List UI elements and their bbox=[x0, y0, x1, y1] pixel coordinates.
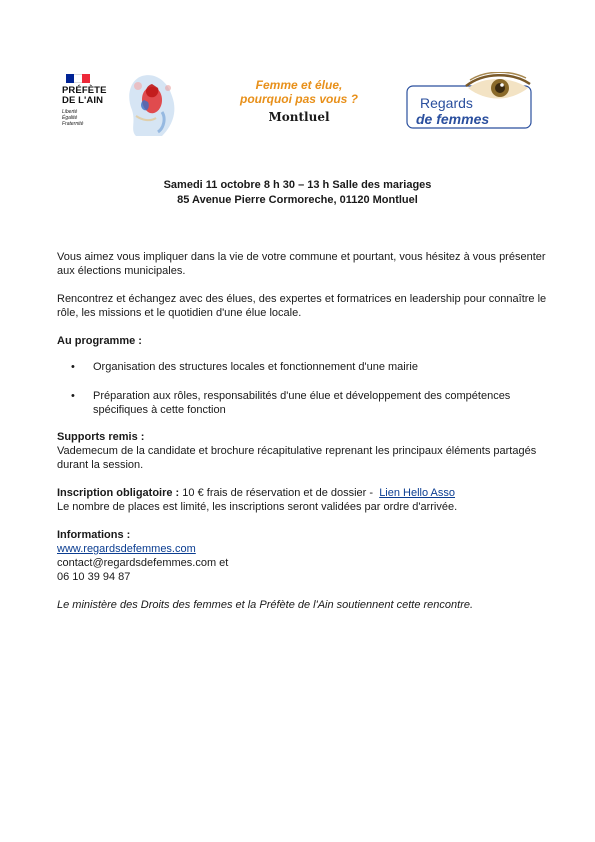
body-content bbox=[57, 250, 547, 612]
event-town: Montluel bbox=[268, 110, 330, 124]
program-item: • Préparation aux rôles, responsabilités d'une élue et développement des compétences spécifiques à cette fonction bbox=[57, 389, 547, 417]
program-item: • Organisation des structures locales et fonctionnement d'une mairie bbox=[57, 360, 547, 374]
event-address: 85 Avenue Pierre Cormoreche, 01120 Montluel bbox=[177, 194, 418, 206]
event-title bbox=[214, 78, 384, 124]
french-flag-icon bbox=[66, 74, 90, 83]
contact-phone: 06 10 39 94 87 bbox=[57, 571, 131, 583]
event-title-line1: Femme et élue, bbox=[255, 78, 343, 92]
meet-paragraph: Rencontrez et échangez avec des élues, des expertes et formatrices en leadership pour connaître le rôle, les missions et le quotidien d'une élue locale. bbox=[57, 293, 547, 319]
program-heading: Au programme : bbox=[57, 335, 142, 347]
inscription-line bbox=[57, 486, 547, 500]
inscription-heading: Inscription obligatoire : bbox=[57, 487, 180, 499]
event-details bbox=[0, 178, 595, 208]
places-text: Le nombre de places est limité, les inscriptions seront validées par ordre d'arrivée. bbox=[57, 501, 458, 513]
event-date-venue: Samedi 11 octobre 8 h 30 – 13 h Salle des mariages bbox=[163, 179, 432, 191]
supports-heading: Supports remis : bbox=[57, 431, 145, 443]
intro-paragraph: Vous aimez vous impliquer dans la vie de votre commune et pourtant, vous hésitez à vous présenter aux élections municipales. bbox=[57, 251, 546, 277]
hello-asso-link[interactable]: Lien Hello Asso bbox=[379, 487, 456, 499]
watercolor-illustration bbox=[122, 66, 184, 138]
inscription-text: 10 € frais de réservation et de dossier - bbox=[182, 487, 374, 499]
regards-de-femmes-logo bbox=[406, 72, 534, 130]
prefecture-motto: Liberté Égalité Fraternité bbox=[62, 109, 84, 127]
info-heading: Informations : bbox=[57, 529, 131, 541]
website-link[interactable]: www.regardsdefemmes.com bbox=[57, 543, 196, 555]
prefecture-name: PRÉFÈTE DE L'AIN bbox=[62, 85, 107, 106]
event-title-line2: pourquoi pas vous ? bbox=[239, 92, 358, 106]
program-list bbox=[57, 360, 547, 417]
logo-text-de-femmes: de femmes bbox=[416, 111, 490, 127]
contact-email: contact@regardsdefemmes.com et bbox=[57, 557, 229, 569]
logo-text-regards: Regards bbox=[420, 95, 473, 111]
prefecture-logo bbox=[62, 74, 122, 134]
closing-statement: Le ministère des Droits des femmes et la Préfète de l'Ain soutiennent cette rencontre. bbox=[57, 599, 474, 611]
supports-text: Vademecum de la candidate et brochure récapitulative reprenant les principaux éléments partagés durant la session. bbox=[57, 445, 537, 471]
